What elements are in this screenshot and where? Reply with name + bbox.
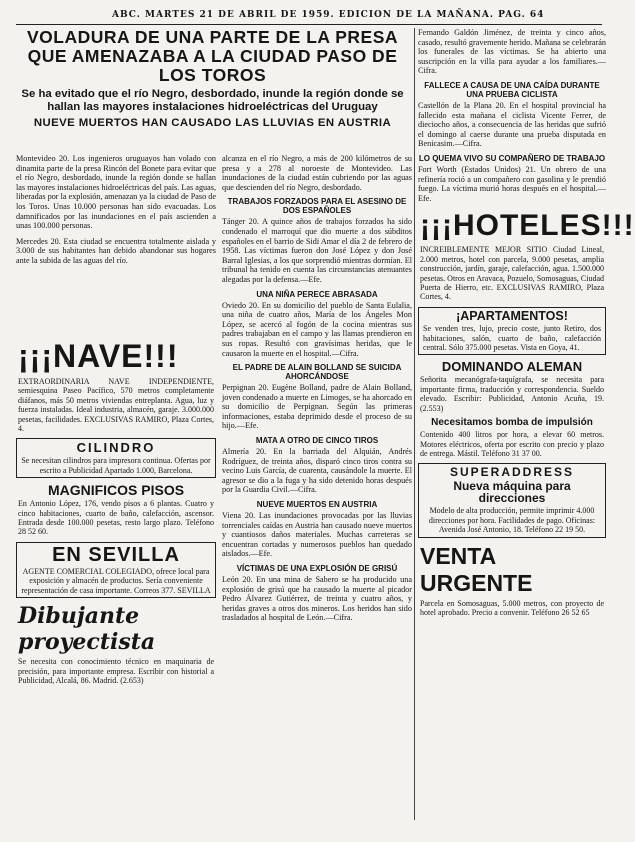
ad-venta-text: Parcela en Somosaguas, 5.000 metros, con proyecto de hotel aprobado. Precio a convenir. Teléfono 26 52 65 — [420, 598, 604, 617]
ad-hoteles — [418, 209, 635, 302]
ad-apartamentos — [418, 307, 606, 356]
article-3 — [222, 436, 412, 495]
ad-pisos-title: MAGNIFICOS PISOS — [47, 482, 185, 499]
lead-body-left — [16, 154, 216, 266]
ad-superaddress-title: SUPERADDRESS — [449, 465, 575, 480]
ad-nave-title: ¡¡¡NAVE!!! — [18, 338, 179, 374]
ad-bomba-text: Contenido 400 litros por hora, a elevar 60 metros. Motores eléctricos, oferta por escrito con precio y plazo de entrega. Mástil. Teléfono 31 37 00. — [420, 430, 604, 458]
lead-text-left-2: Mercedes 20. Esta ciudad se encuentra totalmente aislada y 3.000 de sus habitantes han debido abandonar sus hogares ante la subida de las aguas del río. — [16, 236, 216, 265]
article-title: NUEVE MUERTOS EN AUSTRIA — [256, 500, 378, 510]
article-text: Tánger 20. A quince años de trabajos forzados ha sido condenado el marroquí que dio muerte a dos súbditos españoles en el barrio de Sidi Amar el día 2 de febrero de 1958. Las víctimas fueron don José López y don José Barral Iglesias, a los que sorprendió mientras dormían. El tribunal ha tenido en cuenta las circunstancias atenuantes alegadas por la defensa.—Efe. — [222, 217, 412, 284]
article-text: Fort Worth (Estados Unidos) 21. Un obrero de una refinería roció a un compañero con gasolina y le prendió fuego. La víctima murió horas después en el hospital.—Efe. — [418, 164, 606, 203]
article-title: MATA A OTRO DE CINCO TIROS — [255, 436, 379, 446]
ad-hoteles-text: INCREIBLEMENTE MEJOR SITIO Ciudad Lineal, 2.000 metros, hotel con parcela, 9.000 pesetas, amplia construcción, jardín, garaje, calefacción, agua. 1.500.000 pesetas. Otros en Aravaca, Pozuelo, Somosaguas, Ciudad Puerta de Hierro, etc. EXCLUSIVAS RAMIRO, Plaza Cortes, 4. — [420, 245, 604, 302]
ad-hoteles-title: ¡¡¡HOTELES!!! — [420, 209, 635, 243]
page-header: ABC. MARTES 21 DE ABRIL DE 1959. EDICION DE LA MAÑANA. PAG. 64 — [112, 10, 545, 20]
article-0 — [222, 197, 412, 284]
article-1 — [222, 290, 412, 359]
ad-pisos — [16, 483, 216, 537]
ad-superaddress-subtitle: Nueva máquina para direcciones — [453, 479, 571, 506]
ad-venta — [418, 543, 606, 618]
article-2 — [222, 363, 412, 431]
ad-cilindro-text: Se necesitan cilindros para impresora continua. Ofertas por escrito a Publicidad Apartado 1.000, Barcelona. — [21, 456, 211, 475]
article-title: FALLECE A CAUSA DE UNA CAÍDA DURANTE UNA PRUEBA CICLISTA — [424, 80, 600, 99]
right-article-2 — [418, 154, 606, 203]
ad-aleman — [418, 360, 606, 413]
article-4 — [222, 500, 412, 559]
news-middle-column — [222, 154, 412, 826]
ad-venta-title: VENTA URGENTE — [420, 542, 533, 596]
lead-text-left: Montevideo 20. Los ingenieros uruguayos han volado con dinamita parte de la presa Rincón del Bonete para evitar que el río Negro, desbordado, inunde la región donde se hallan las mayores instalaciones hidroeléctricas del país. Las aguas, liberadas por la explosión, amenazan ya la ciudad de Paso de los Toros. Unas 10.000 personas han sido evacuadas. Los damnificados por las inundaciones en el país ascienden a unas 100.000 personas. — [16, 154, 216, 231]
right-column — [418, 28, 635, 826]
lead-subhead-2: NUEVE MUERTOS HAN CAUSADO LAS LLUVIAS EN AUSTRIA — [33, 117, 392, 129]
ad-cilindro-title: CILINDRO — [76, 440, 156, 456]
ads-left-column — [16, 330, 216, 825]
article-text: Castellón de la Plana 20. En el hospital provincial ha fallecido esta mañana el ciclista Vicente Ferrer, de dieciocho años, a consecuencia de las heridas que sufrió el domingo al caerse durante una prueba disputada en Benicasim.—Cifra. — [418, 100, 606, 149]
ad-sevilla-title: EN SEVILLA — [52, 543, 180, 566]
ad-aleman-text: Señorita mecanógrafa-taquígrafa, se necesita para importante firma, traducción y correspondencia. Sueldo elevado. Escribir: Publicidad, Antonio Acuña, 19. (2.553) — [420, 375, 604, 413]
ad-apartamentos-title: ¡APARTAMENTOS! — [456, 308, 568, 323]
ad-apartamentos-text: Se venden tres, lujo, precio coste, junto Retiro, dos habitaciones, salón, cuarto de baño, calefacción central. Sólo 375.000 pesetas. Vista en Goya, 41. — [423, 324, 601, 353]
article-title: VÍCTIMAS DE UNA EXPLOSIÓN DE GRISÚ — [236, 564, 398, 573]
ad-bomba — [418, 418, 606, 458]
article-title: EL PADRE DE ALAIN BOLLAND SE SUICIDA AHORCÁNDOSE — [232, 363, 402, 382]
article-5 — [222, 564, 412, 623]
article-text: Oviedo 20. En su domicilio del pueblo de Santa Eulalia, una niña de cuatro años, María de los Ángeles Mon López, se acercó al fogón de la cocina mientras sus padres trabajaban en el campo y las llamas prendieron en sus ropas. Resultó con gravísimas heridas, que le causaron la muerte en el hospital.—Cifra. — [222, 300, 412, 358]
ad-dibujante-title: Dibujante proyectista — [18, 603, 156, 656]
ad-superaddress — [418, 463, 606, 537]
right-article-0 — [418, 28, 606, 76]
right-article-1 — [418, 81, 606, 149]
lead-text-right: alcanza en el río Negro, a más de 200 kilómetros de su presa y a 278 al noroeste de Montevideo. Las inundaciones de la ciudad están cubriendo por las aguas que descienden del río Negro, desbordado. — [222, 154, 412, 192]
ad-sevilla-text: AGENTE COMERCIAL COLEGIADO, ofrece local para exposición y almacén de productos. Sería conveniente representación de casa importante. Correos 377. SEVILLA — [21, 566, 211, 595]
ad-nave-text: EXTRAORDINARIA NAVE INDEPENDIENTE, semiesquina Paseo Pacífico, 570 metros completamente diáfanos, más 50 metros viviendas entreplanta. Agua, luz y fuerza instaladas. Ideal industria, almacén, garaje. 3.000.000 pesetas, facilidades. EXCLUSIVAS RAMIRO, Plaza Cortes, 4. — [18, 377, 214, 434]
ad-superaddress-text: Modelo de alta producción, permite imprimir 4.000 direcciones por hora. Facilidades de pago. Oficinas: Avenida José Antonio, 18. Teléfono 22 19 50. — [428, 506, 596, 535]
ad-aleman-title: DOMINANDO ALEMAN — [441, 359, 583, 375]
article-text: Fernando Galdón Jiménez, de treinta y cinco años, casado, resultó gravemente herido. Mañana se celebrarán los funerales de las víctimas. Se ha abierto una suscripción en la villa para ayudar a los familiares.—Cifra. — [418, 28, 606, 76]
column-rule-right — [414, 28, 415, 820]
article-text: León 20. En una mina de Sabero se ha producido una explosión de grisú que ha causado la muerte al picador Pedro Álvarez Gutiérrez, de treinta y cuatro años, y heridas graves a otros dos mineros. Los heridos han sido trasladados al hospital de León.—Cifra. — [222, 575, 412, 623]
article-text: Viena 20. Las inundaciones provocadas por las lluvias torrenciales caídas en Austria han causado nueve muertos y cuantiosos daños materiales. Muchas carreteras se encuentran cortadas y numerosos pueblos han quedado aislados.—Efe. — [222, 511, 412, 559]
ad-dibujante-text: Se necesita con conocimiento técnico en maquinaria de precisión, para importante empresa. Escribir con historial a Publicidad, Alcalá, 86. Madrid. (2.653) — [18, 657, 214, 685]
article-title: TRABAJOS FORZADOS PARA EL ASESINO DE DOS ESPAÑOLES — [227, 197, 407, 216]
ad-pisos-text: En Antonio López, 176, vendo pisos a 6 plantas. Cuatro y cinco habitaciones, cuarto de baño, calefacción, ascensor. Entrada desde 100.000 pesetas, resto largo plazo. Teléfono 28 52 60. — [18, 499, 214, 537]
ad-cilindro — [16, 438, 216, 478]
article-title: LO QUEMA VIVO SU COMPAÑERO DE TRABAJO — [418, 153, 606, 163]
header-rule — [16, 24, 602, 25]
ad-bomba-title: Necesitamos bomba de impulsión — [431, 417, 593, 429]
article-text: Perpignan 20. Eugène Bolland, padre de Alain Bolland, joven condenado a muerte en Limoges, se ha ahorcado en su domicilio de Perpignan. Según las primeras informaciones, estaba deprimido desde el proceso de su hijo.—Efe. — [222, 383, 412, 431]
ad-dibujante — [16, 603, 216, 685]
article-title: UNA NIÑA PERECE ABRASADA — [256, 289, 378, 299]
lead-subhead: Se ha evitado que el río Negro, desbordado, inunde la región donde se hallan las mayores instalaciones hidroeléctricas del Uruguay — [21, 88, 404, 113]
lead-headline: VOLADURA DE UNA PARTE DE LA PRESA QUE AMENAZABA A LA CIUDAD PASO DE LOS TOROS — [26, 27, 399, 85]
ad-sevilla — [16, 542, 216, 598]
ad-nave — [16, 338, 216, 433]
article-text: Almería 20. En la barriada del Alquián, Andrés Rodríguez, de treinta años, disparó cinco tiros contra su vecino Luis García, de cuarenta, causándole la muerte. El agresor se dio a la fuga y ha sido detenido horas después por la Guardia Civil.—Cifra. — [222, 447, 412, 495]
